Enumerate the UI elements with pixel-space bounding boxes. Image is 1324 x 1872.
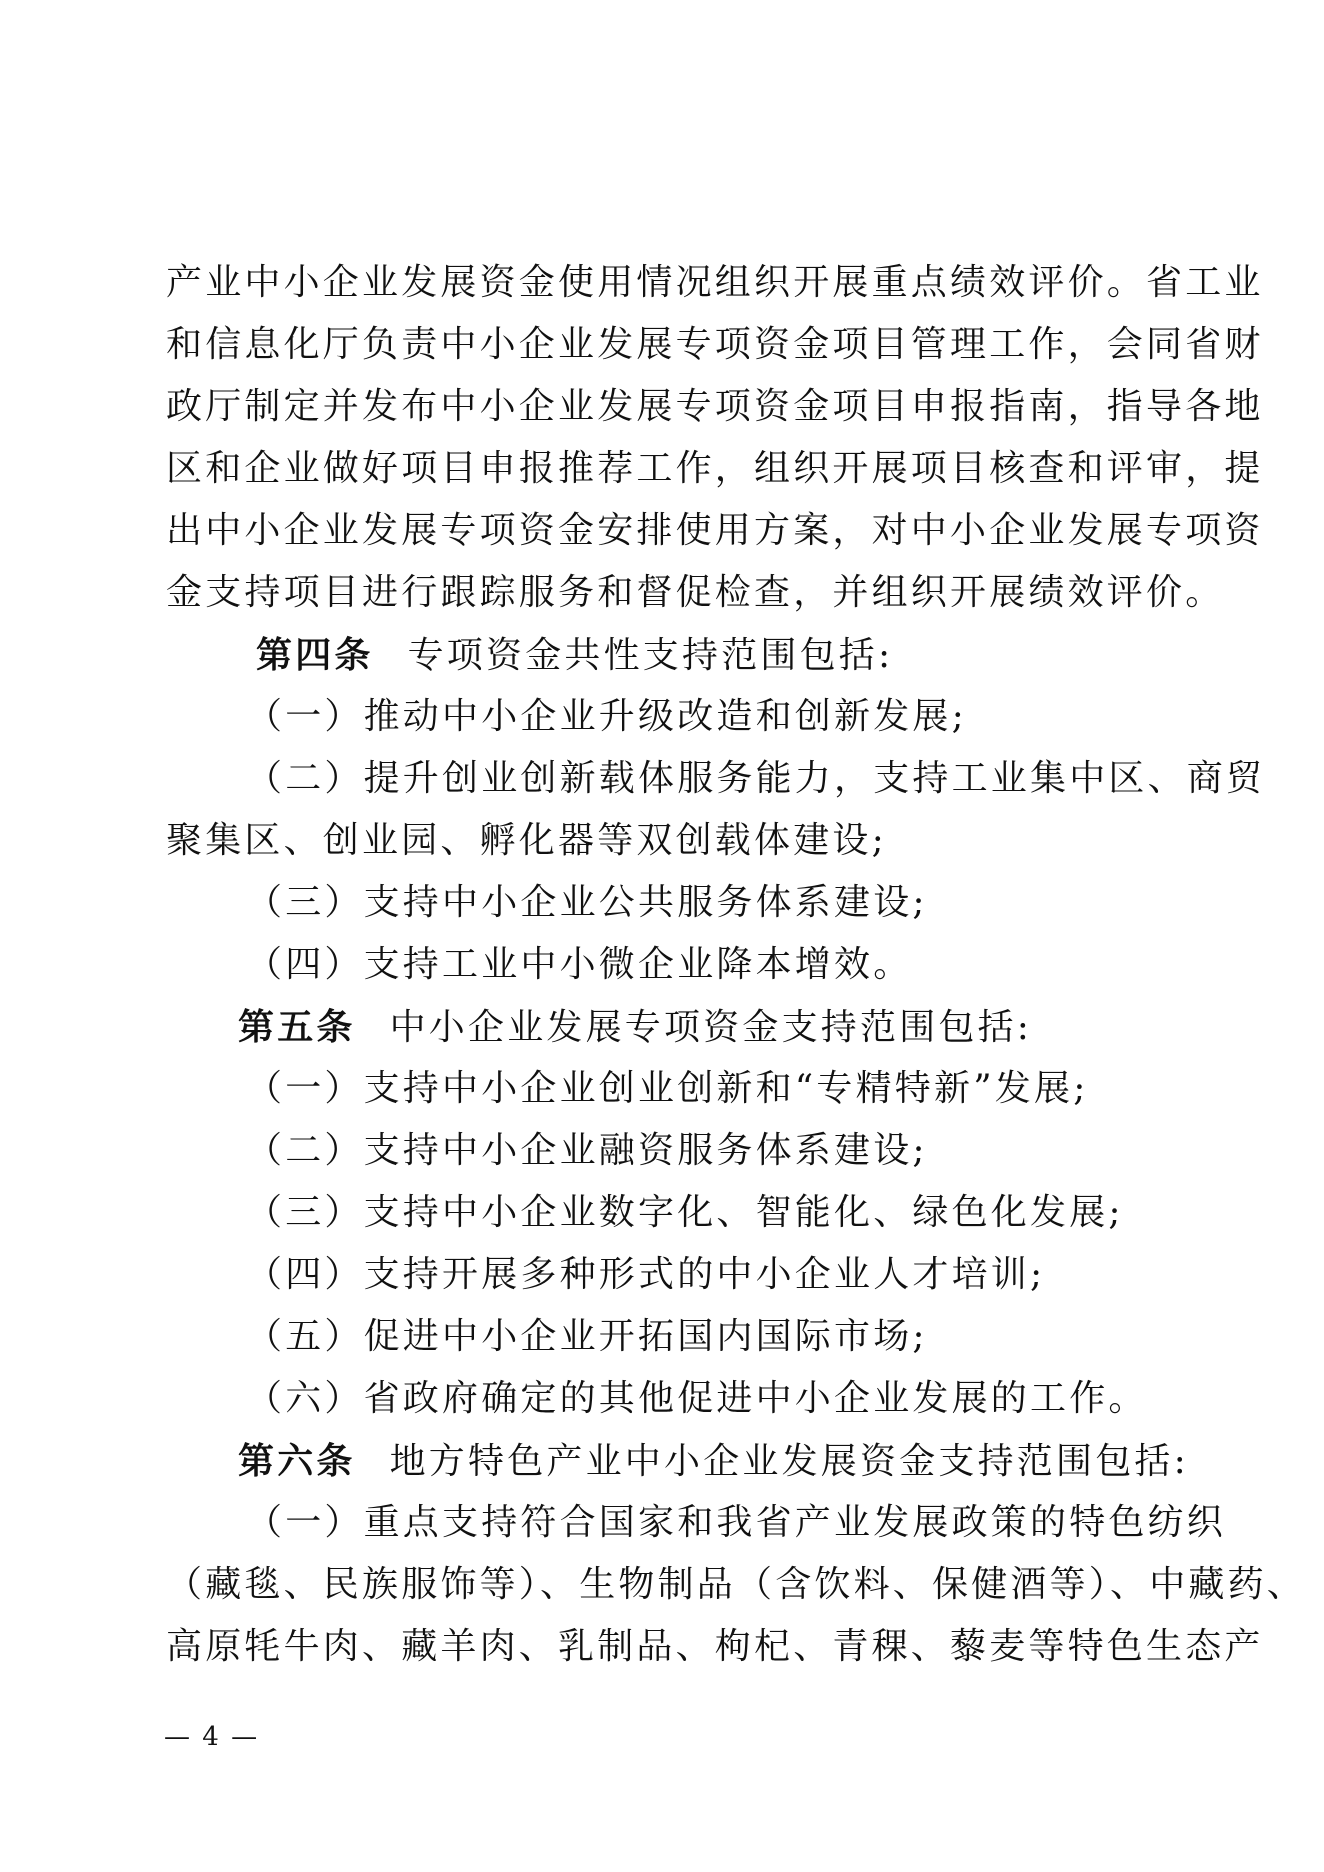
paragraph-line: 金支持项目进行跟踪服务和督促检查，并组织开展绩效评价。	[166, 572, 1225, 613]
paragraph-line: 出中小企业发展专项资金安排使用方案，对中小企业发展专项资	[166, 510, 1264, 551]
article-6-item-1-continued: 高原牦牛肉、藏羊肉、乳制品、枸杞、青稞、藜麦等特色生态产	[166, 1626, 1264, 1667]
page-number: — 4 —	[164, 1722, 260, 1752]
paragraph-line: 和信息化厅负责中小企业发展专项资金项目管理工作，会同省财	[166, 324, 1264, 365]
article-4-item-1: （一）推动中小企业升级改造和创新发展;	[246, 696, 967, 737]
article-5-item-2: （二）支持中小企业融资服务体系建设;	[246, 1130, 928, 1171]
article-5	[238, 1006, 1033, 1048]
article-5-text: 中小企业发展专项资金支持范围包括:	[389, 1007, 1033, 1048]
article-4-item-4: （四）支持工业中小微企业降本增效。	[246, 944, 913, 985]
article-5-item-3: （三）支持中小企业数字化、智能化、绿色化发展;	[246, 1192, 1124, 1233]
article-6	[238, 1440, 1189, 1482]
article-6-text: 地方特色产业中小企业发展资金支持范围包括:	[389, 1441, 1189, 1482]
article-6-item-1: （一）重点支持符合国家和我省产业发展政策的特色纺织	[246, 1502, 1227, 1543]
article-5-item-5: （五）促进中小企业开拓国内国际市场;	[246, 1316, 928, 1357]
paragraph-line: 区和企业做好项目申报推荐工作，组织开展项目核查和评审，提	[166, 448, 1264, 489]
article-4-item-2-continued: 聚集区、创业园、孵化器等双创载体建设;	[166, 820, 887, 861]
article-4-text: 专项资金共性支持范围包括:	[407, 635, 894, 676]
paragraph-line: 政厅制定并发布中小企业发展专项资金项目申报指南，指导各地	[166, 386, 1264, 427]
article-5-item-6: （六）省政府确定的其他促进中小企业发展的工作。	[246, 1378, 1148, 1419]
article-5-item-1: （一）支持中小企业创业创新和“专精特新”发展;	[246, 1068, 1089, 1109]
article-6-heading: 第六条	[238, 1440, 356, 1482]
article-4-item-2: （二）提升创业创新载体服务能力，支持工业集中区、商贸	[246, 758, 1266, 799]
article-4	[256, 634, 894, 676]
article-5-heading: 第五条	[238, 1006, 356, 1048]
paragraph-line: 产业中小企业发展资金使用情况组织开展重点绩效评价。省工业	[166, 262, 1264, 303]
article-4-heading: 第四条	[256, 634, 374, 676]
article-5-item-4: （四）支持开展多种形式的中小企业人才培训;	[246, 1254, 1046, 1295]
article-4-item-3: （三）支持中小企业公共服务体系建设;	[246, 882, 928, 923]
article-6-item-1-continued: （藏毯、民族服饰等）、生物制品（含饮料、保健酒等）、中藏药、	[166, 1564, 1307, 1605]
